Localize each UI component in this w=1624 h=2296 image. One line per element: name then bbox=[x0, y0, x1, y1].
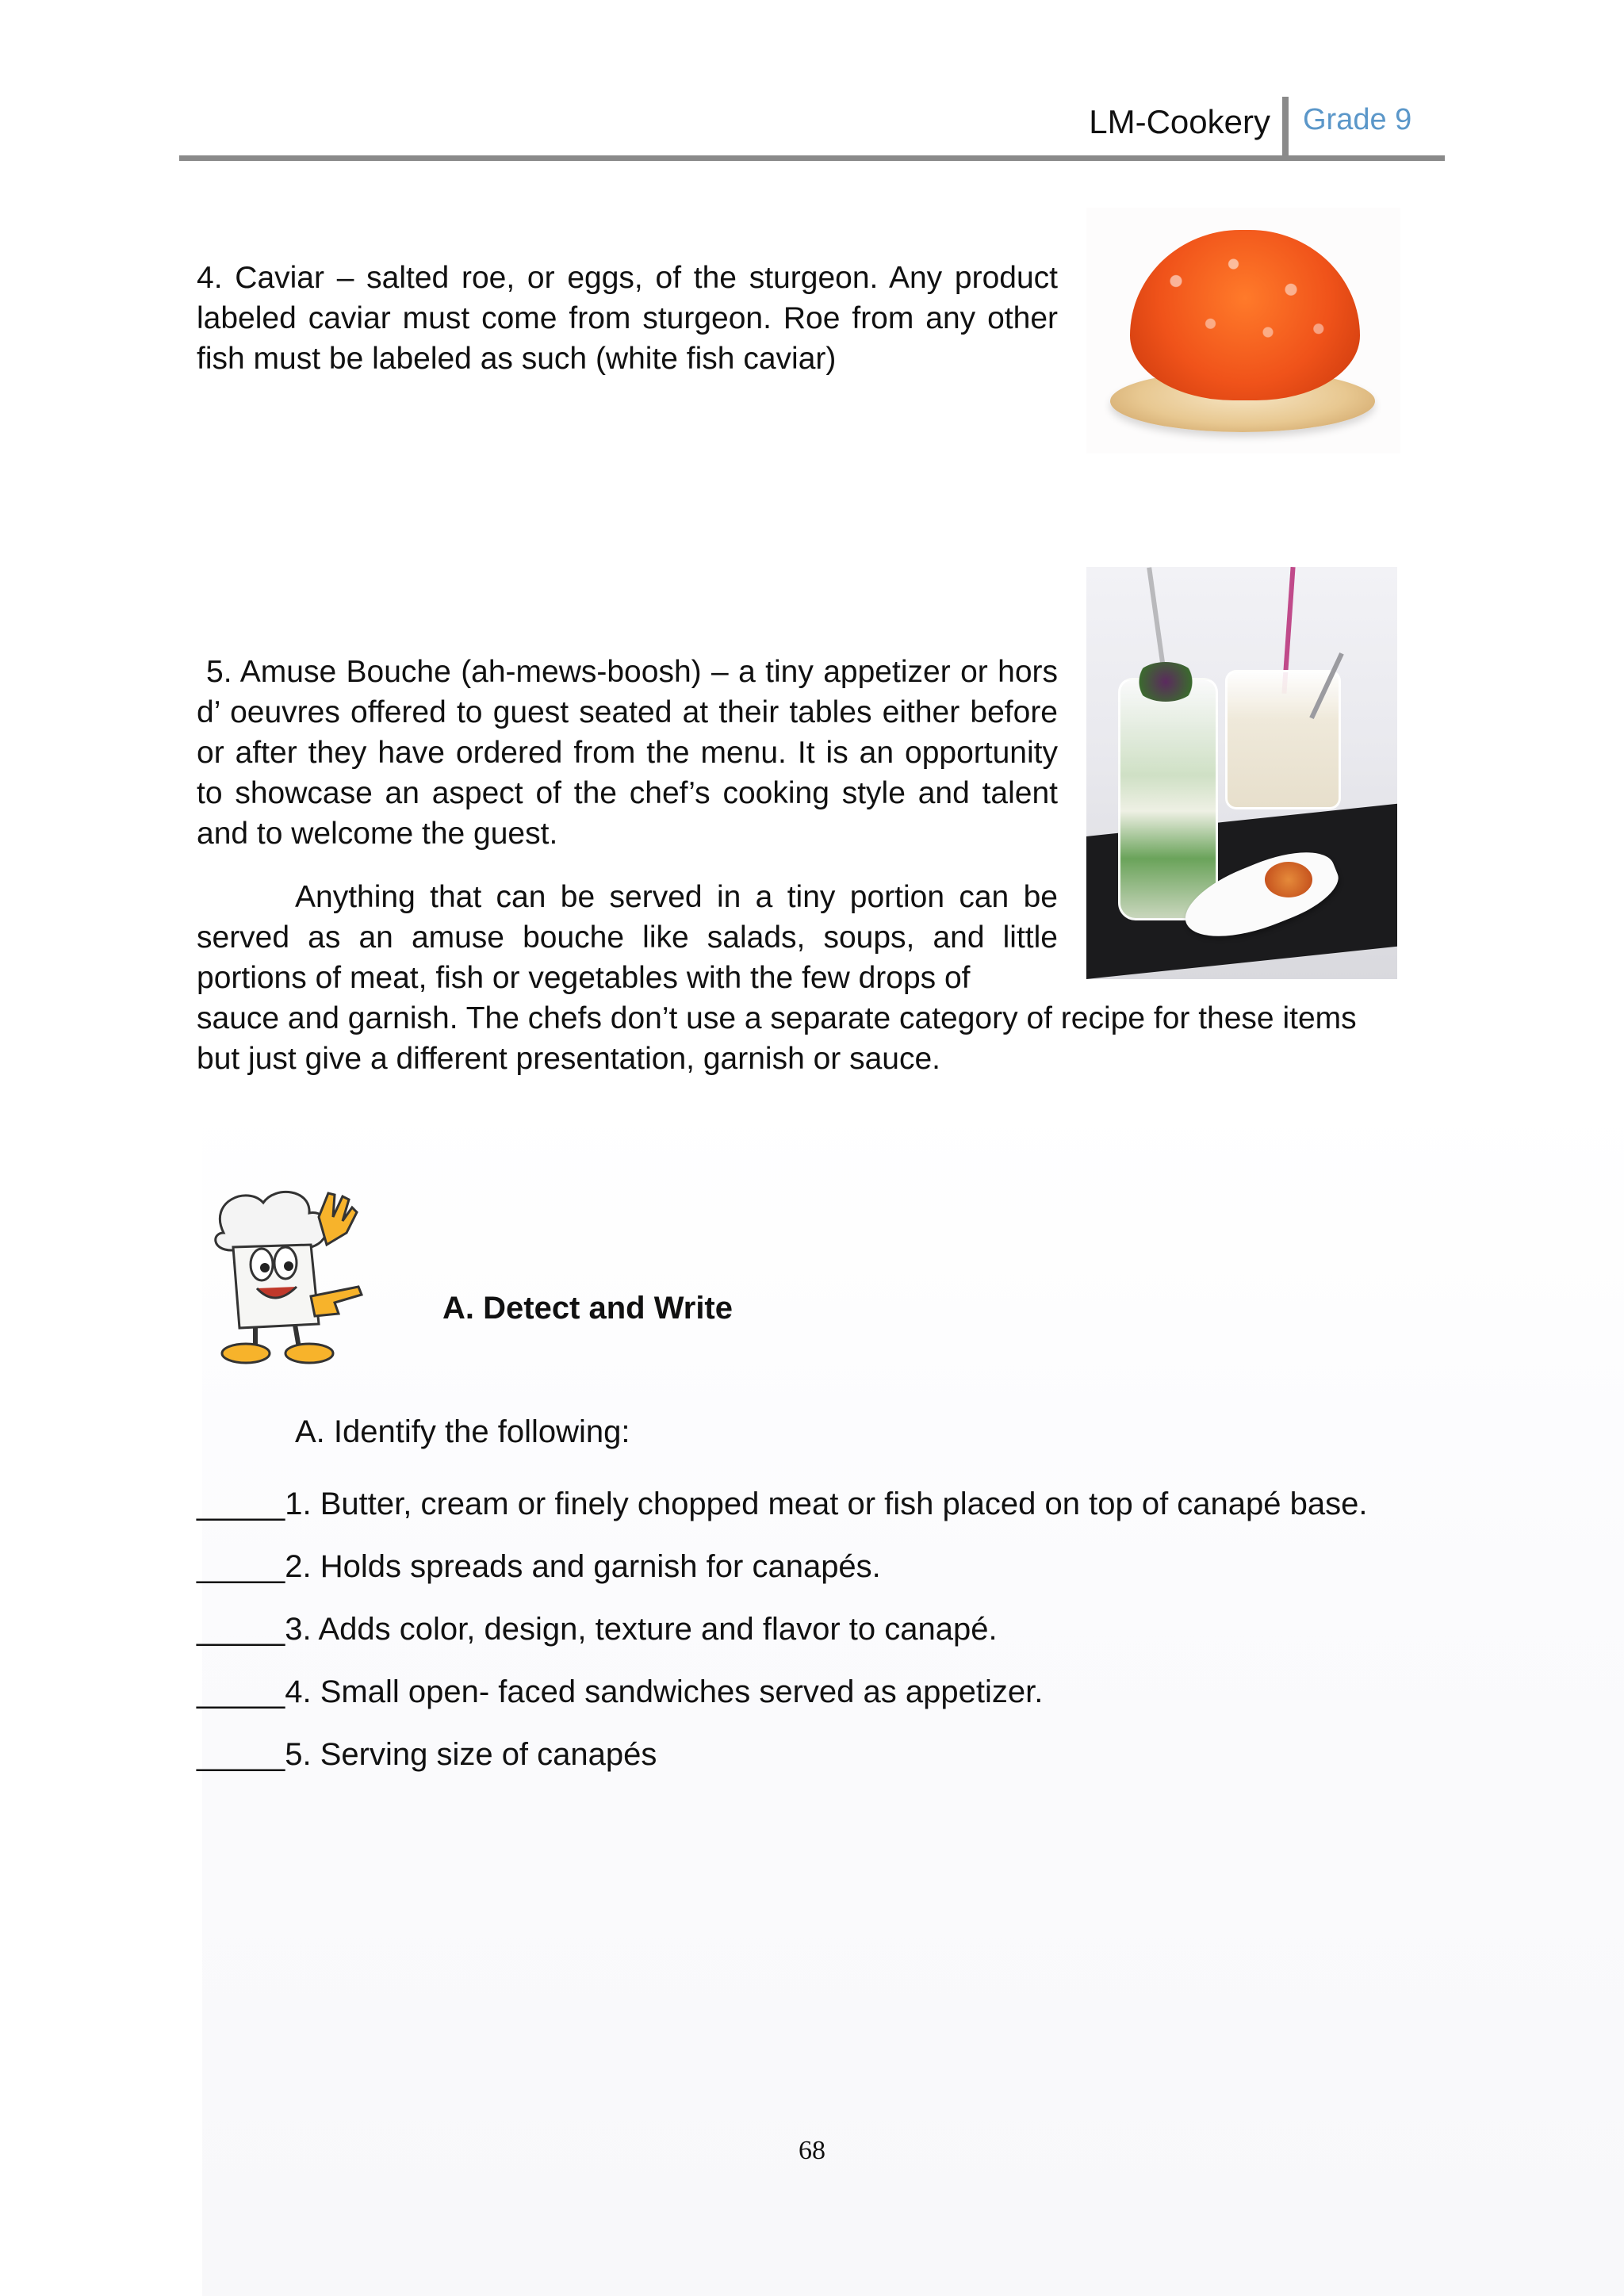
question-item: _____3. Adds color, design, texture and flavor to canapé. bbox=[197, 1612, 998, 1647]
spoon-bite bbox=[1265, 862, 1312, 897]
microgreens bbox=[1134, 662, 1197, 702]
header-rule bbox=[179, 155, 1445, 161]
header-grade: Grade 9 bbox=[1303, 103, 1412, 136]
question-item: _____1. Butter, cream or finely chopped meat or fish placed on top of canapé base. bbox=[197, 1487, 1368, 1521]
caviar-paragraph: 4. Caviar – salted roe, or eggs, of the sturgeon. Any product labeled caviar must come from sturgeon. Roe from any other fish must be labeled as such (white fish caviar) bbox=[197, 261, 1058, 376]
activity-instruction: A. Identify the following: bbox=[295, 1414, 630, 1449]
amuse-bouche-image bbox=[1086, 567, 1397, 979]
question-item: _____4. Small open- faced sandwiches served as appetizer. bbox=[197, 1674, 1044, 1709]
header-subject: LM-Cookery bbox=[1089, 103, 1270, 140]
amuse-bouche-paragraph: 5. Amuse Bouche (ah-mews-boosh) – a tiny appetizer or hors d’ oeuvres offered to guest seated at their tables either before or after they have ordered from the menu. It is an opportunity to showcase an aspect of the chef’s cooking style and talent and to welcome the guest. bbox=[197, 655, 1058, 851]
question-item: _____2. Holds spreads and garnish for canapés. bbox=[197, 1549, 881, 1584]
page-number: 68 bbox=[799, 2136, 825, 2165]
header-divider bbox=[1282, 97, 1289, 159]
amuse-bouche-detail-line: sauce and garnish. The chefs don’t use a separate category of recipe for these items bbox=[197, 1001, 1357, 1035]
amuse-bouche-detail-line: but just give a different presentation, garnish or sauce. bbox=[197, 1042, 941, 1076]
amuse-bouche-detail: Anything that can be served in a tiny portion can be served as an amuse bouche like salads, soups, and little portions of meat, fish or vegetables with the few drops of bbox=[197, 880, 1058, 995]
chef-mascot-image bbox=[200, 1185, 376, 1376]
caviar-roe bbox=[1130, 230, 1360, 400]
question-item: _____5. Serving size of canapés bbox=[197, 1737, 657, 1772]
question-list bbox=[197, 1473, 1368, 1786]
caviar-image bbox=[1086, 208, 1400, 453]
shot-glass bbox=[1118, 678, 1218, 920]
activity-heading: A. Detect and Write bbox=[442, 1291, 733, 1326]
